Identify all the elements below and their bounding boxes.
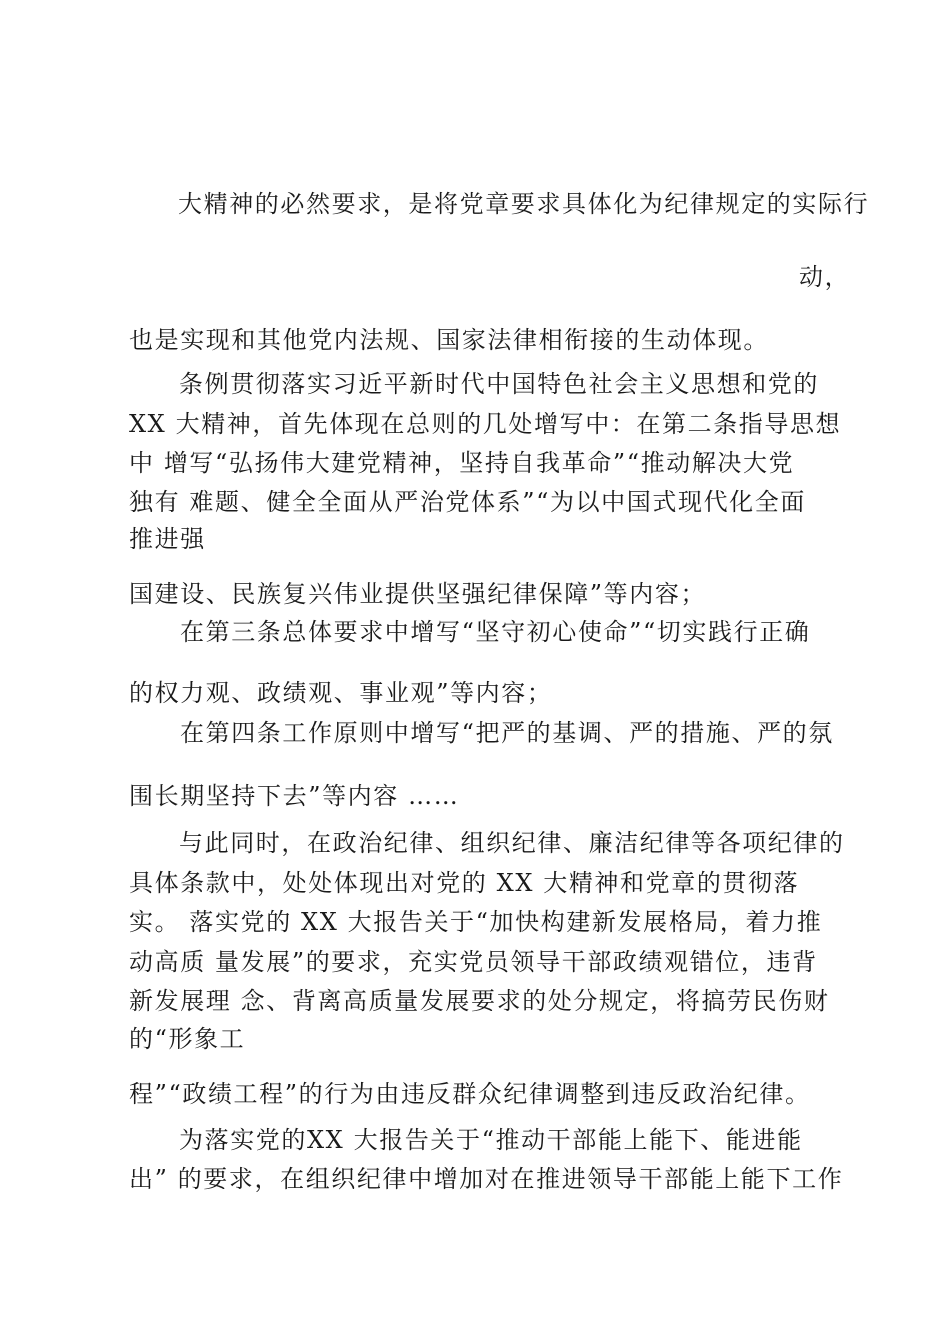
text-line: 国建设、民族复兴伟业提供坚强纪律保障”等内容；: [129, 580, 707, 608]
text-line: 条例贯彻落实习近平新时代中国特色社会主义思想和党的: [179, 370, 819, 398]
text-line: 动高质 量发展”的要求，充实党员领导干部政绩观错位，违背: [129, 948, 818, 976]
text-line: 实。 落实党的 XX 大报告关于“加快构建新发展格局，着力推: [129, 908, 823, 936]
text-line: 出” 的要求，在组织纪律中增加对在推进领导干部能上能下工作: [129, 1165, 844, 1193]
text-line: 也是实现和其他党内法规、国家法律相衔接的生动体现。: [129, 326, 769, 354]
text-line: 为落实党的XX 大报告关于“推动干部能上能下、能进能: [179, 1126, 803, 1154]
text-line: 新发展理 念、背离高质量发展要求的处分规定，将搞劳民伤财: [129, 987, 830, 1015]
text-line: 在第四条工作原则中增写“把严的基调、严的措施、严的氛: [180, 719, 834, 747]
text-line: XX 大精神，首先体现在总则的几处增写中：在第二条指导思想: [129, 410, 842, 438]
text-line: 动，: [799, 263, 851, 291]
text-line: 推进强: [129, 525, 206, 553]
text-line: 与此同时，在政治纪律、组织纪律、廉洁纪律等各项纪律的: [179, 829, 845, 857]
text-line: 围长期坚持下去”等内容 ……: [129, 782, 460, 810]
text-line: 大精神的必然要求，是将党章要求具体化为纪律规定的实际行: [178, 190, 870, 218]
text-line: 具体条款中，处处体现出对党的 XX 大精神和党章的贯彻落: [129, 869, 800, 897]
text-line: 中 增写“弘扬伟大建党精神，坚持自我革命”“推动解决大党: [129, 449, 795, 477]
text-line: 独有 难题、健全全面从严治党体系”“为以中国式现代化全面: [129, 488, 806, 516]
text-line: 在第三条总体要求中增写“坚守初心使命”“切实践行正确: [180, 618, 811, 646]
text-line: 程”“政绩工程”的行为由违反群众纪律调整到违反政治纪律。: [129, 1080, 811, 1108]
text-line: 的权力观、政绩观、事业观”等内容；: [129, 679, 553, 707]
text-line: 的“形象工: [129, 1025, 246, 1053]
